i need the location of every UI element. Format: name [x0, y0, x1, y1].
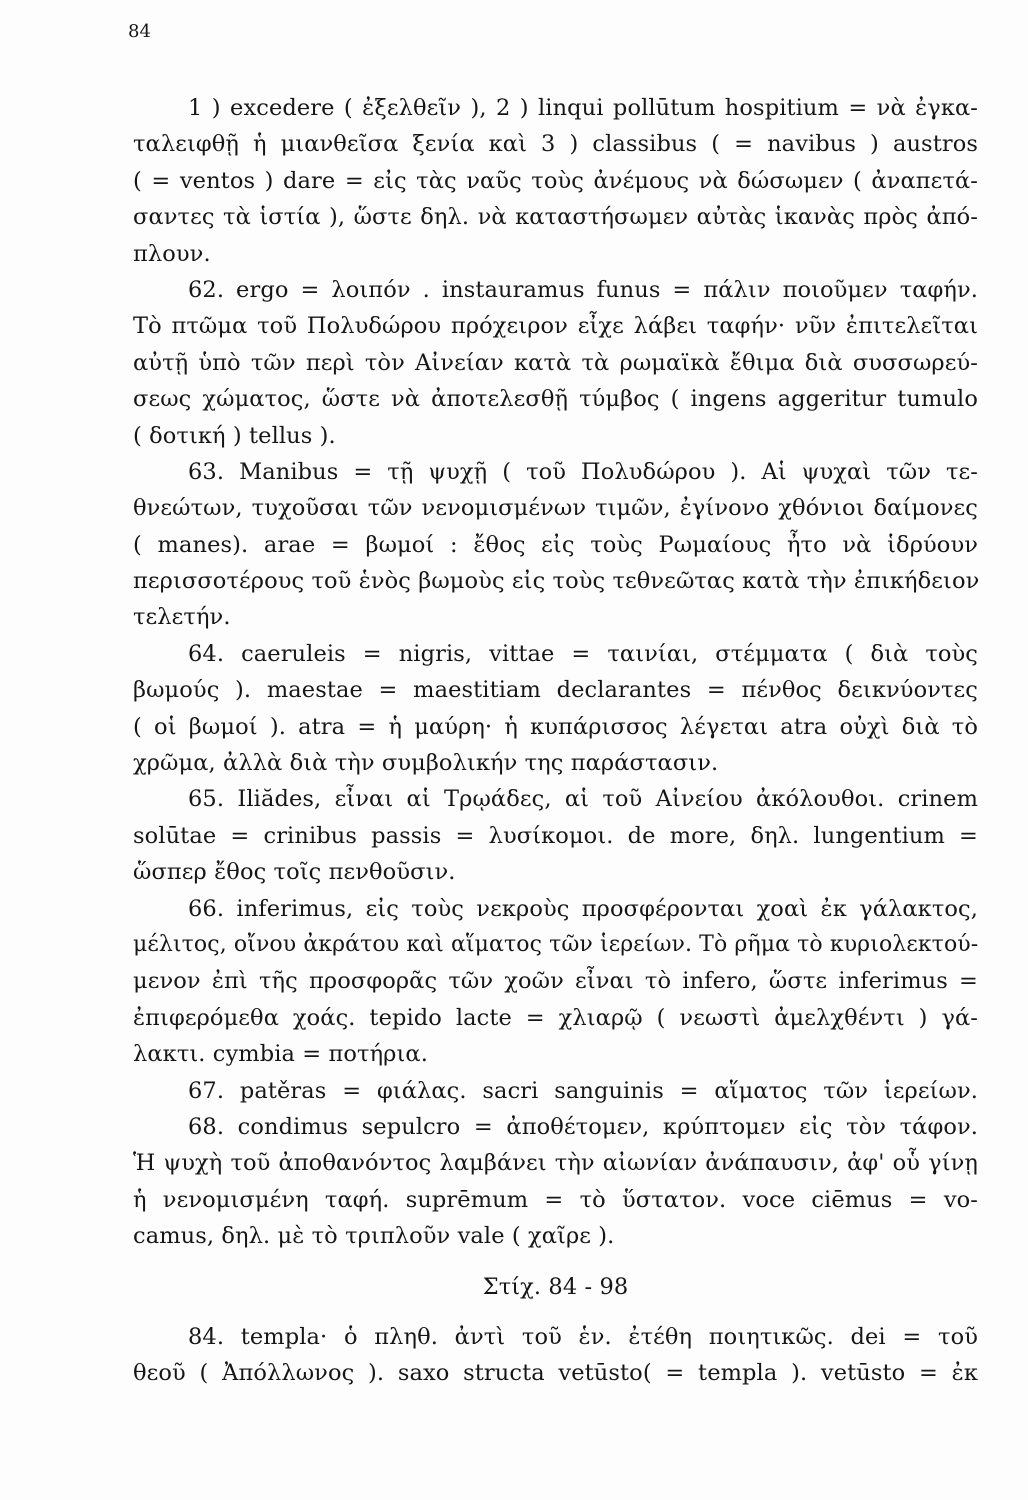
text-line: 62. ergo = λοιπόν . instauramus funus = πάλιν ποιοῦμεν ταφήν. [188, 276, 978, 303]
text-line: ὥσπερ ἔθος τοῖς πενθοῦσιν. [133, 859, 456, 886]
text-line: ἐπιφερόμεθα χοάς. tepido lacte = χλιαρῷ ( νεωστὶ ἀμελχθέντι ) γά- [133, 1004, 978, 1031]
text-line: θνεώτων, τυχοῦσαι τῶν νενομισμένων τιμῶν, ἐγίνονο χθόνιοι δαίμονες [133, 495, 978, 522]
body-text [133, 90, 978, 1391]
text-line: σαντες τὰ ἱστία ), ὥστε δηλ. νὰ καταστήσωμεν αὐτὰς ἱκανὰς πρὸς ἀπό- [133, 204, 978, 231]
text-line: μενον ἐπὶ τῆς προσφορᾶς τῶν χοῶν εἶναι τὸ infero, ὥστε inferimus = [133, 968, 978, 995]
text-line: περισσοτέρους τοῦ ἑνὸς βωμοὺς εἰς τοὺς τεθνεῶτας κατὰ τὴν ἐπικήδειον [133, 568, 980, 595]
text-line: camus, δηλ. μὲ τὸ τριπλοῦν vale ( χαῖρε ). [133, 1223, 615, 1250]
text-line: ( = ventos ) dare = εἰς τὰς ναῦς τοὺς ἀνέμους νὰ δώσωμεν ( ἀναπετά- [133, 167, 978, 194]
text-line: 68. condimus sepulcro = ἀποθέτομεν, κρύπτομεν εἰς τὸν τάφον. [188, 1113, 978, 1140]
text-line: βωμούς ). maestae = maestitiam declarantes = πένθος δεικνύοντες [133, 677, 978, 704]
section-heading: Στίχ. 84 - 98 [482, 1273, 629, 1300]
text-line: 84. templa· ὁ πληθ. ἀντὶ τοῦ ἑν. ἐτέθη ποιητικῶς. dei = τοῦ [188, 1323, 978, 1350]
text-line: ἡ νενομισμένη ταφή. suprēmum = τὸ ὕστατον. voce ciēmus = vo- [133, 1186, 978, 1213]
text-line: μέλιτος, οἴνου ἀκράτου καὶ αἵματος τῶν ἱερείων. Τὸ ρῆμα τὸ κυριολεκτού- [133, 931, 979, 957]
text-line: σεως χώματος, ὥστε νὰ ἀποτελεσθῇ τύμβος ( ingens aggeritur tumulo [133, 386, 978, 413]
text-line: Ἡ ψυχὴ τοῦ ἀποθανόντος λαμβάνει τὴν αἰωνίαν ἀνάπαυσιν, ἀφ' οὗ γίνῃ [133, 1150, 978, 1177]
text-line: 1 ) excedere ( ἐξελθεῖν ), 2 ) linqui pollūtum hospitium = νὰ ἐγκα- [188, 95, 978, 121]
text-line: τελετήν. [133, 604, 231, 631]
text-line: 67. patěras = φιάλας. sacri sanguinis = αἵματος τῶν ἱερείων. [188, 1077, 978, 1104]
text-line: ταλειφθῇ ἡ μιανθεῖσα ξενία καὶ 3 ) classibus ( = navibus ) austros [133, 131, 978, 158]
text-line: ( δοτική ) tellus ). [133, 422, 336, 449]
text-line: αὐτῇ ὑπὸ τῶν περὶ τὸν Αἰνείαν κατὰ τὰ ρωμαϊκὰ ἔθιμα διὰ συσσωρεύ- [133, 349, 978, 376]
text-line: ( οἱ βωμοί ). atra = ἡ μαύρη· ἡ κυπάρισσος λέγεται atra οὐχὶ διὰ τὸ [133, 713, 978, 740]
page-number: 84 [128, 21, 151, 42]
text-line: θεοῦ ( Ἀπόλλωνος ). saxo structa vetūsto( = templa ). vetūsto = ἐκ [133, 1359, 978, 1386]
text-line: πλουν. [133, 240, 211, 267]
text-line: 65. Iliădes, εἶναι αἱ Τρῳάδες, αἱ τοῦ Αἰνείου ἀκόλουθοι. crinem [188, 786, 978, 813]
text-line: solūtae = crinibus passis = λυσίκομοι. de more, δηλ. lungentium = [133, 822, 978, 849]
text-line: λακτι. cymbia = ποτήρια. [133, 1041, 428, 1068]
text-line: ( manes). arae = βωμοί : ἔθος εἰς τοὺς Ρωμαίους ἦτο νὰ ἱδρύουν [133, 531, 978, 558]
text-line: Τὸ πτῶμα τοῦ Πολυδώρου πρόχειρον εἶχε λάβει ταφήν· νῦν ἐπιτελεῖται [133, 313, 978, 340]
text-line: χρῶμα, ἀλλὰ διὰ τὴν συμβολικήν της παράστασιν. [133, 750, 719, 777]
text-line: 64. caeruleis = nigris, vittae = ταινίαι, στέμματα ( διὰ τοὺς [188, 640, 978, 667]
text-line: 66. inferimus, εἰς τοὺς νεκροὺς προσφέρονται χοαὶ ἐκ γάλακτος, [188, 895, 978, 922]
text-line: 63. Manibus = τῇ ψυχῇ ( τοῦ Πολυδώρου ). Αἱ ψυχαὶ τῶν τε- [188, 458, 978, 485]
